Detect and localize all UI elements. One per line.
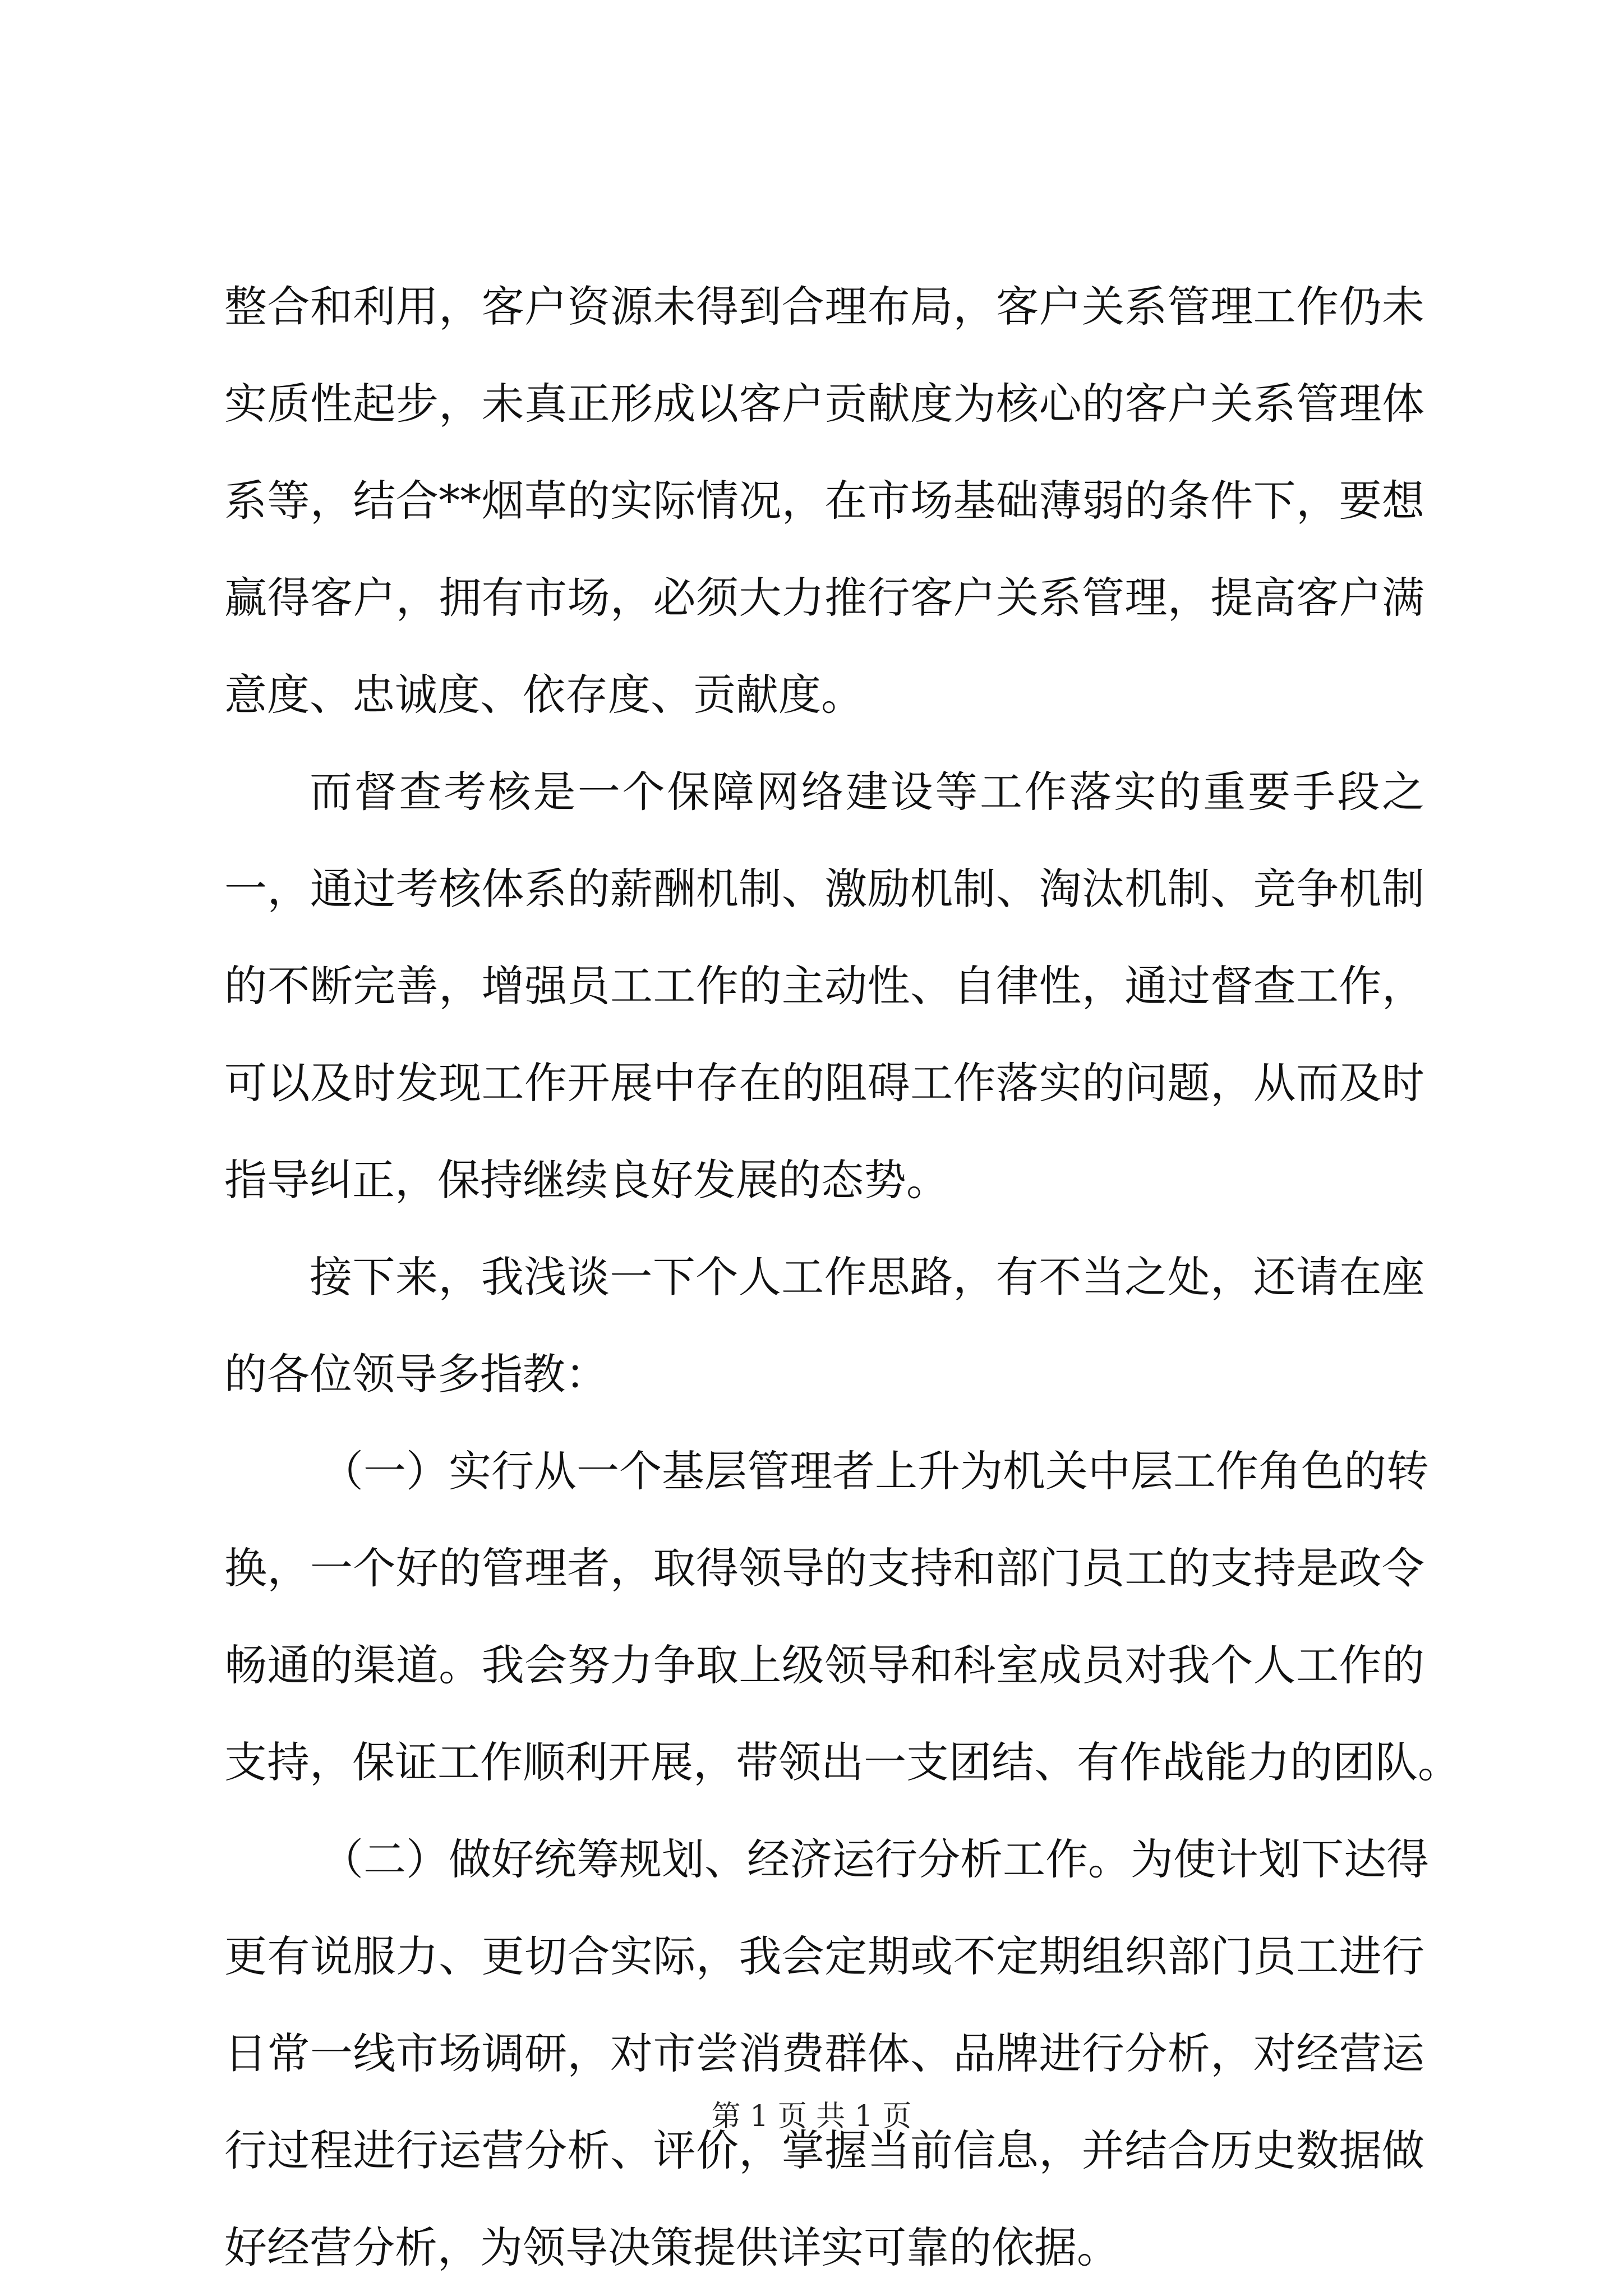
text-line: 系等，结合**烟草的实际情况，在市场基础薄弱的条件下，要想	[224, 476, 1424, 526]
text-line: 的各位领导多指教：	[224, 1349, 608, 1399]
text-line: 畅通的渠道。我会努力争取上级领导和科室成员对我个人工作的	[224, 1640, 1424, 1690]
text-line: 的不断完善，增强员工工作的主动性、自律性，通过督查工作，	[224, 961, 1424, 1011]
text-line: 一，通过考核体系的薪酬机制、激励机制、淘汰机制、竞争机制	[224, 864, 1424, 914]
page-footer: 第 1 页 共 1 页	[711, 2100, 912, 2133]
text-line: 支持，保证工作顺利开展，带领出一支团结、有作战能力的团队。	[224, 1737, 1460, 1787]
text-line: 指导纠正，保持继续良好发展的态势。	[224, 1155, 949, 1205]
paragraph-first-line: （一）实行从一个基层管理者上升为机关中层工作角色的转	[321, 1446, 1429, 1496]
text-line: 日常一线市场调研，对市尝消费群体、品牌进行分析，对经营运	[224, 2028, 1424, 2078]
text-line: 更有说服力、更切合实际，我会定期或不定期组织部门员工进行	[224, 1931, 1424, 1981]
text-line: 可以及时发现工作开展中存在的阻碍工作落实的问题，从而及时	[224, 1058, 1424, 1108]
text-line: 好经营分析，为领导决策提供详实可靠的依据。	[224, 2223, 1119, 2272]
text-line: 实质性起步，未真正形成以客户贡献度为核心的客户关系管理体	[224, 379, 1424, 429]
text-line: 整合和利用，客户资源未得到合理布局，客户关系管理工作仍未	[224, 282, 1424, 332]
paragraph-first-line: 而督查考核是一个保障网络建设等工作落实的重要手段之	[310, 767, 1424, 817]
text-line: 赢得客户，拥有市场，必须大力推行客户关系管理，提高客户满	[224, 573, 1424, 623]
text-line: 意度、忠诚度、依存度、贡献度。	[224, 670, 864, 720]
text-line: 行过程进行运营分析、评价，掌握当前信息，并结合历史数据做	[224, 2125, 1424, 2175]
paragraph-first-line: 接下来，我浅谈一下个人工作思路，有不当之处，还请在座	[310, 1252, 1424, 1302]
text-line: 换，一个好的管理者，取得领导的支持和部门员工的支持是政令	[224, 1543, 1424, 1593]
paragraph-first-line: （二）做好统筹规划、经济运行分析工作。为使计划下达得	[321, 1834, 1429, 1884]
body-text	[224, 258, 1460, 2296]
